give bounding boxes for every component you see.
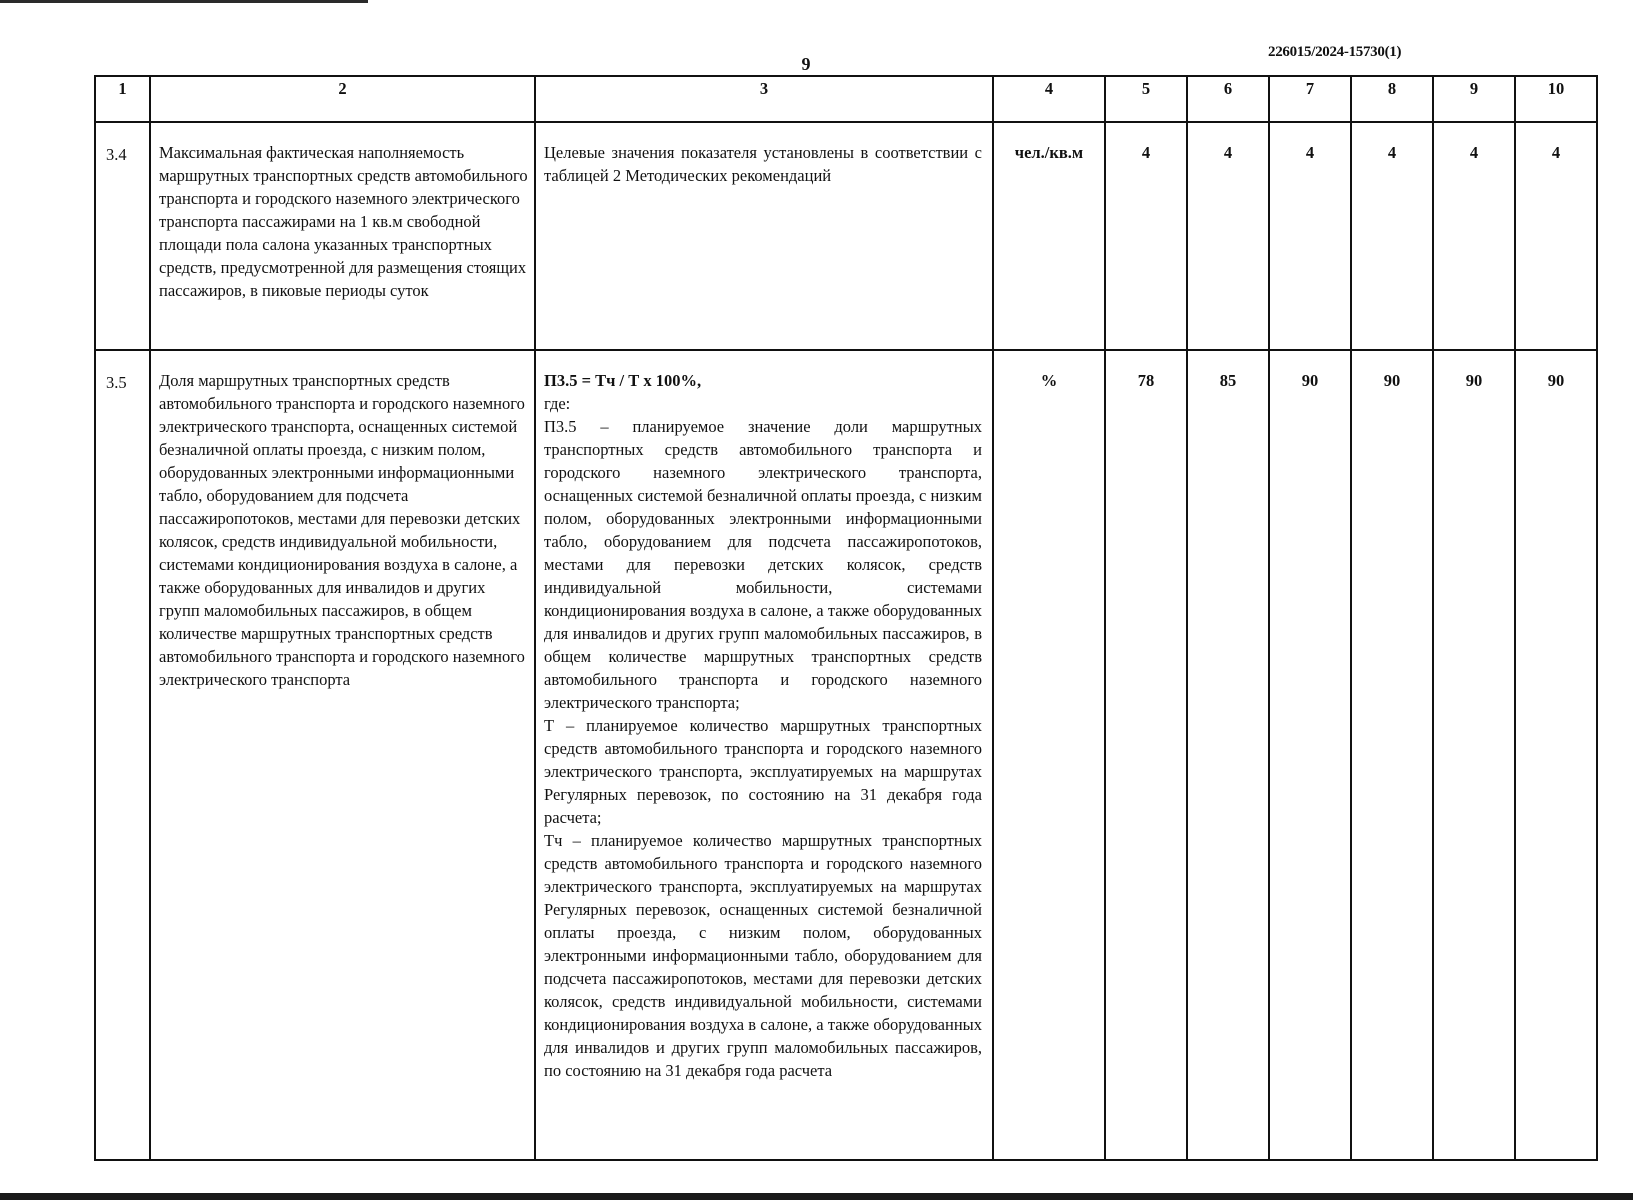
scan-artifact-line <box>0 1193 1633 1200</box>
formula-term-tch: Тч – планируемое количество маршрутных транспортных средств автомобильного транспорта и городского наземного электрического транспорта, эксплуатируемых на маршрутах Регулярных перевозок, оснащенных системой безналичной оплаты проезда, с низким полом, оборудованных электронными информационными табло, оборудованием для подсчета пассажиропотоков, местами для перевозки детских колясок, средств индивидуальной мобильности, системами кондиционирования воздуха в салоне, а также оборудованных для инвалидов и других групп маломобильных пассажиров, по состоянию на 31 декабря года расчета <box>544 831 982 1080</box>
indicator-description: Целевые значения показателя установлены в соответствии с таблицей 2 Методических рекомендаций <box>535 122 993 350</box>
value-cell: 4 <box>1105 122 1187 350</box>
value-cell: 90 <box>1269 350 1351 1160</box>
document-id: 226015/2024-15730(1) <box>1268 44 1402 60</box>
value-cell: 90 <box>1515 350 1597 1160</box>
indicator-description <box>535 350 993 1160</box>
column-header: 2 <box>150 76 535 122</box>
scan-artifact-line <box>0 0 368 3</box>
indicator-name: Максимальная фактическая наполняемость маршрутных транспортных средств автомобильного транспорта и городского наземного электрического транспорта пассажирами на 1 кв.м свободной площади пола салона указанных транспортных средств, предусмотренной для размещения стоящих пассажиров, в пиковые периоды суток <box>150 122 535 350</box>
where-label: где: <box>544 394 571 413</box>
value-cell: 4 <box>1351 122 1433 350</box>
value-cell: 90 <box>1351 350 1433 1160</box>
value-cell: 4 <box>1269 122 1351 350</box>
column-header: 6 <box>1187 76 1269 122</box>
column-header: 5 <box>1105 76 1187 122</box>
indicator-table <box>94 75 1598 1161</box>
value-cell: 4 <box>1187 122 1269 350</box>
column-header: 1 <box>95 76 150 122</box>
column-header: 9 <box>1433 76 1515 122</box>
row-number: 3.5 <box>95 350 150 1160</box>
formula: П3.5 = Тч / Т x 100%, <box>544 371 702 390</box>
unit-cell: % <box>993 350 1105 1160</box>
value-cell: 4 <box>1515 122 1597 350</box>
table-header-row <box>95 76 1597 122</box>
value-cell: 78 <box>1105 350 1187 1160</box>
value-cell: 4 <box>1433 122 1515 350</box>
table-row <box>95 350 1597 1160</box>
column-header: 8 <box>1351 76 1433 122</box>
column-header: 10 <box>1515 76 1597 122</box>
column-header: 7 <box>1269 76 1351 122</box>
table-row <box>95 122 1597 350</box>
indicator-name: Доля маршрутных транспортных средств автомобильного транспорта и городского наземного электрического транспорта, оснащенных системой безналичной оплаты проезда, с низким полом, оборудованных электронными информационными табло, оборудованием для подсчета пассажиропотоков, местами для перевозки детских колясок, средств индивидуальной мобильности, системами кондиционирования воздуха в салоне, а также оборудованных для инвалидов и других групп маломобильных пассажиров, в общем количестве маршрутных транспортных средств автомобильного транспорта и городского наземного электрического транспорта <box>150 350 535 1160</box>
formula-term-p35: П3.5 – планируемое значение доли маршрутных транспортных средств автомобильного транспорта и городского наземного электрического транспорта, оснащенных системой безналичной оплаты проезда, с низким полом, оборудованных электронными информационными табло, оборудованием для подсчета пассажиропотоков, местами для перевозки детских колясок, средств индивидуальной мобильности, системами кондиционирования воздуха в салоне, а также оборудованных для инвалидов и других групп маломобильных пассажиров, в общем количестве маршрутных транспортных средств автомобильного транспорта и городского наземного электрического транспорта; <box>544 417 982 712</box>
value-cell: 85 <box>1187 350 1269 1160</box>
column-header: 3 <box>535 76 993 122</box>
unit-cell: чел./кв.м <box>993 122 1105 350</box>
value-cell: 90 <box>1433 350 1515 1160</box>
formula-term-t: Т – планируемое количество маршрутных транспортных средств автомобильного транспорта и городского наземного электрического транспорта, эксплуатируемых на маршрутах Регулярных перевозок, по состоянию на 31 декабря года расчета; <box>544 716 982 827</box>
page-number: 9 <box>801 54 811 74</box>
column-header: 4 <box>993 76 1105 122</box>
row-number: 3.4 <box>95 122 150 350</box>
